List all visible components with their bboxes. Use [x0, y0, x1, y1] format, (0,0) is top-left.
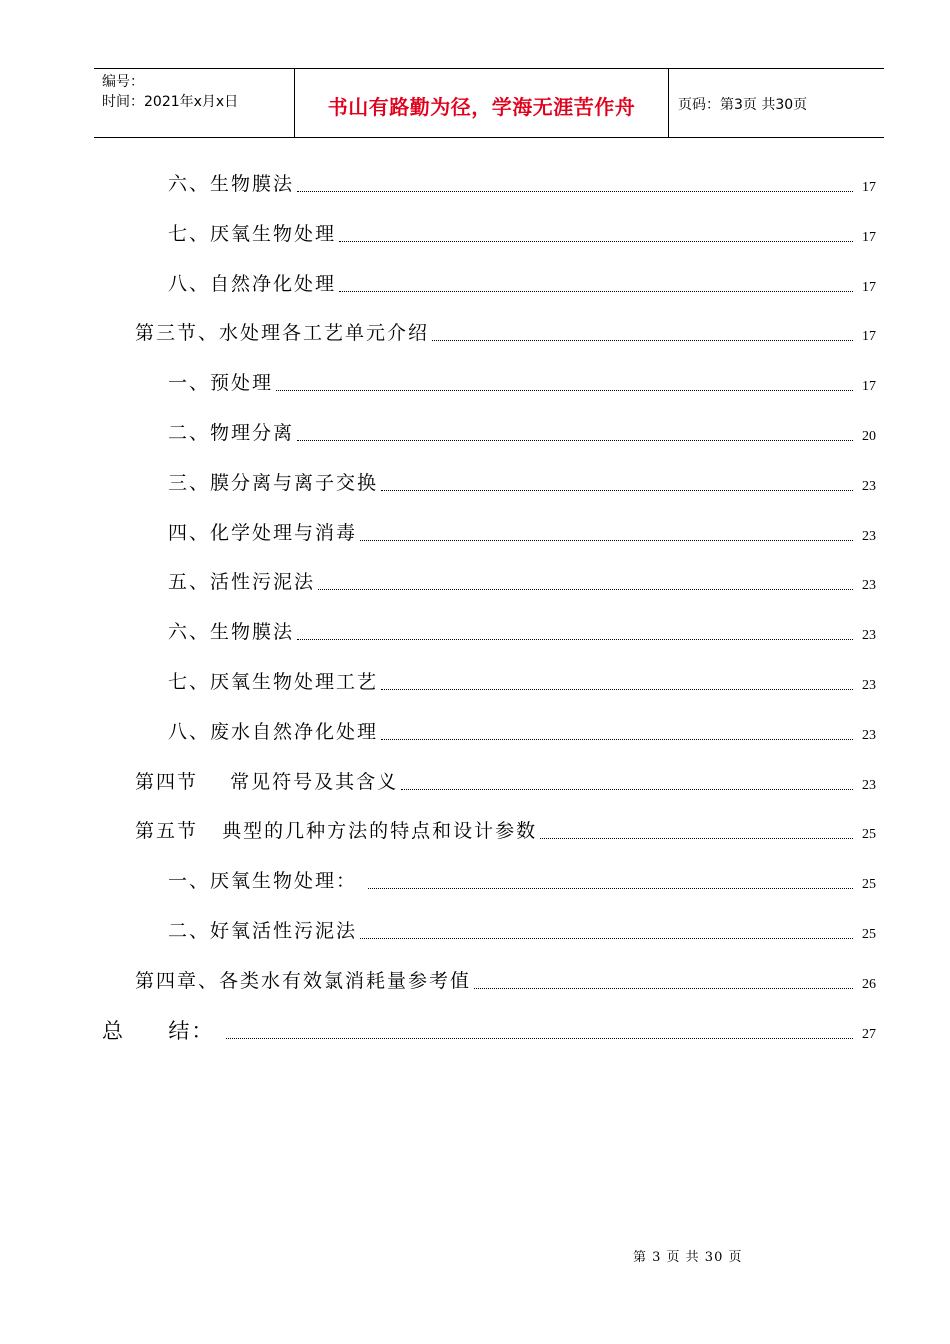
header-left-cell [94, 69, 294, 137]
toc-leader-dots [381, 689, 853, 690]
toc-entry-page-number: 27 [862, 1027, 876, 1042]
toc-entry[interactable] [102, 1017, 876, 1045]
toc-entry-label: 六、生物膜法 [168, 173, 295, 195]
toc-entry[interactable] [135, 817, 876, 845]
toc-entry-page-number: 17 [862, 280, 876, 295]
toc-leader-dots [339, 241, 853, 242]
toc-entry-label: 八、废水自然净化处理 [168, 721, 379, 743]
toc-leader-dots [474, 988, 853, 989]
toc-entry-label: 四、化学处理与消毒 [168, 522, 358, 544]
toc-leader-dots [318, 589, 853, 590]
toc-entry-label: 二、物理分离 [168, 422, 295, 444]
toc-entry-page-number: 23 [862, 678, 876, 693]
toc-entry-page-number: 23 [862, 778, 876, 793]
toc-entry-page-number: 25 [862, 877, 876, 892]
toc-entry[interactable] [168, 917, 876, 945]
toc-entry[interactable] [168, 469, 876, 497]
toc-entry-page-number: 17 [862, 180, 876, 195]
toc-leader-dots [401, 789, 853, 790]
toc-entry[interactable] [168, 867, 876, 895]
toc-entry-label: 一、厌氧生物处理： [168, 870, 366, 892]
toc-entry-page-number: 23 [862, 529, 876, 544]
toc-entry-label: 二、好氧活性污泥法 [168, 920, 358, 942]
toc-entry-label: 一、预处理 [168, 372, 274, 394]
toc-entry-label: 三、膜分离与离子交换 [168, 472, 379, 494]
header-motto: 书山有路勤为径，学海无涯苦作舟 [327, 95, 636, 119]
toc-leader-dots [540, 838, 853, 839]
toc-entry-page-number: 26 [862, 977, 876, 992]
header-motto-cell [294, 69, 669, 137]
toc-leader-dots [360, 938, 853, 939]
toc-leader-dots [381, 490, 853, 491]
toc-entry[interactable] [168, 668, 876, 696]
toc-entry[interactable] [168, 369, 876, 397]
toc-entry-page-number: 23 [862, 628, 876, 643]
toc-entry[interactable] [168, 519, 876, 547]
toc-entry[interactable] [168, 568, 876, 596]
toc-entry[interactable] [168, 419, 876, 447]
toc-entry-page-number: 20 [862, 429, 876, 444]
toc-entry-label: 第四章、各类水有效氯消耗量参考值 [135, 970, 472, 992]
toc-leader-dots [297, 440, 853, 441]
toc-entry[interactable] [168, 618, 876, 646]
toc-leader-dots [339, 291, 853, 292]
toc-entry[interactable] [168, 220, 876, 248]
toc-leader-dots [368, 888, 853, 889]
toc-entry-label: 八、自然净化处理 [168, 273, 337, 295]
toc-leader-dots [360, 540, 853, 541]
toc-entry[interactable] [135, 768, 876, 796]
document-time-label: 时间：2021年x月x日 [102, 94, 239, 110]
toc-leader-dots [297, 191, 853, 192]
toc-entry-page-number: 25 [862, 827, 876, 842]
toc-entry-label: 第四节 常见符号及其含义 [135, 771, 399, 793]
header-table [94, 68, 884, 138]
toc-leader-dots [276, 390, 853, 391]
toc-entry-page-number: 23 [862, 578, 876, 593]
toc-entry-label: 七、厌氧生物处理 [168, 223, 337, 245]
toc-leader-dots [381, 739, 853, 740]
toc-entry-page-number: 17 [862, 379, 876, 394]
toc-entry-page-number: 17 [862, 329, 876, 344]
header-page-info: 页码：第3页 共30页 [678, 97, 808, 113]
toc-leader-dots [226, 1038, 853, 1039]
toc-entry-label: 第三节、水处理各工艺单元介绍 [135, 322, 430, 344]
toc-entry-label: 五、活性污泥法 [168, 571, 316, 593]
toc-entry-label: 七、厌氧生物处理工艺 [168, 671, 379, 693]
toc-entry-page-number: 25 [862, 927, 876, 942]
header-page-cell [668, 69, 884, 137]
toc-entry[interactable] [168, 170, 876, 198]
page-footer: 第 3 页 共 30 页 [633, 1250, 743, 1265]
toc-entry[interactable] [168, 718, 876, 746]
toc-entry-label: 六、生物膜法 [168, 621, 295, 643]
toc-entry[interactable] [135, 319, 876, 347]
toc-entry-label: 第五节 典型的几种方法的特点和设计参数 [135, 820, 538, 842]
toc-entry[interactable] [135, 967, 876, 995]
toc-entry-label: 总 结： [102, 1019, 224, 1043]
toc-leader-dots [432, 340, 853, 341]
document-number-label: 编号： [102, 74, 144, 90]
toc-entry-page-number: 17 [862, 230, 876, 245]
toc-entry-page-number: 23 [862, 728, 876, 743]
toc-leader-dots [297, 639, 853, 640]
toc-entry-page-number: 23 [862, 479, 876, 494]
toc-entry[interactable] [168, 270, 876, 298]
